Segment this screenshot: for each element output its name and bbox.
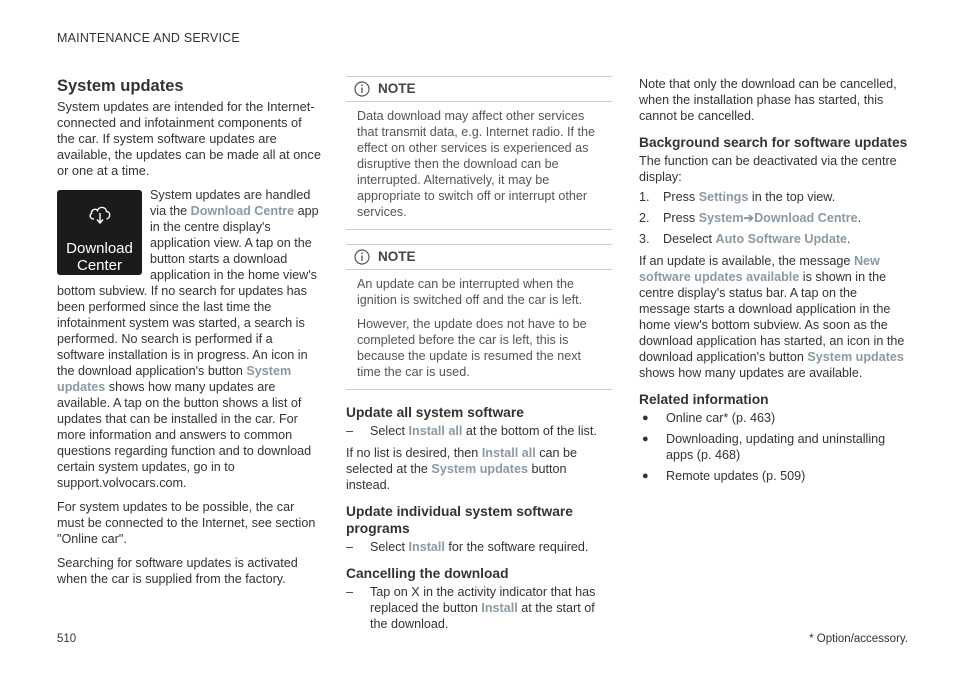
ui-term-system-updates: System updates: [431, 462, 529, 476]
related-link[interactable]: Online car* (p. 463): [666, 411, 776, 425]
step-number: 1.: [639, 190, 650, 204]
step-number: 3.: [639, 232, 650, 246]
text: for the software required.: [444, 540, 589, 554]
text: If no list is desired, then: [346, 446, 482, 460]
info-icon: [354, 249, 370, 265]
intro-paragraph: System updates are intended for the Internet-connected and infotainment components of the car. If system software updates are available, the updates can be made all at once or one at a time.: [57, 99, 321, 178]
text: Press: [663, 211, 699, 225]
tile-label-line2: Center: [76, 257, 123, 274]
note-box-2: [346, 244, 612, 390]
ui-term-settings: Settings: [698, 190, 749, 204]
note-text: Data download may affect other services that transmit data, e.g. Internet radio. If the effect on other services is experienced as disruptive then the download can be interrupted. Alternatively, it may be appropriate to switch off or interrupt other services.: [357, 109, 596, 219]
download-center-tile: [57, 190, 142, 275]
heading-update-all: Update all system software: [346, 405, 524, 420]
footnote: * Option/accessory.: [809, 633, 908, 645]
cloud-download-icon: [87, 202, 113, 228]
text: app in the centre display's application view. A tap on the button starts a download application in the home view's bottom subview. If no search for updates has been performed since the last time the infotainment system was started, a search is performed. No search is performed if a software installation is in progress. An icon in the download application's button: [57, 204, 319, 378]
ui-term-system-updates: System updates: [57, 364, 292, 394]
list-item: [639, 210, 909, 226]
text: Select: [370, 540, 409, 554]
text: Deselect: [663, 232, 716, 246]
note-title: NOTE: [378, 81, 416, 96]
text: shows how many updates are available. A tap on the button shows a list of updates that can be installed in the car. For more information and answers to common questions regarding function and to download certain system updates, go in to support.volvocars.com.: [57, 380, 312, 490]
ui-term-new-updates: New software updates available: [639, 254, 880, 284]
list-item: [639, 231, 909, 247]
dash-item: [346, 539, 612, 555]
text: at the start of the download.: [370, 601, 595, 631]
tile-label-line1: Download: [66, 240, 133, 257]
related-link[interactable]: Remote updates (p. 509): [666, 469, 806, 483]
step-number: 2.: [639, 211, 650, 225]
dash-marker: –: [346, 585, 354, 599]
text: Press: [663, 190, 699, 204]
ui-term-system-updates: System updates: [807, 350, 904, 364]
ui-term-system: System: [698, 211, 744, 225]
text: .: [847, 232, 851, 246]
note-title: NOTE: [378, 249, 416, 264]
ui-term-install-all: Install all: [408, 424, 463, 438]
heading-update-individual: Update individual system software programs: [346, 504, 573, 536]
dash-marker: –: [346, 424, 354, 438]
list-item[interactable]: [639, 431, 909, 463]
dash-item: [346, 584, 612, 632]
bullet-icon: ●: [642, 470, 649, 482]
ui-term-download-centre: Download Centre: [754, 211, 858, 225]
column-1: [57, 76, 323, 595]
note-text: However, the update does not have to be completed before the car is left, this is because the update is resumed the next time the car is used.: [357, 317, 587, 379]
steps-list: [639, 189, 909, 247]
related-list: [639, 410, 909, 484]
note-text: An update can be interrupted when the ignition is switched off and the car is left.: [357, 277, 583, 307]
column-2: [346, 76, 612, 638]
list-item[interactable]: [639, 410, 909, 426]
info-icon: [354, 81, 370, 97]
text: in the top view.: [748, 190, 836, 204]
running-header: MAINTENANCE AND SERVICE: [57, 31, 240, 45]
dash-item: [346, 423, 612, 439]
dash-marker: –: [346, 540, 354, 554]
ui-term-install: Install: [481, 601, 518, 615]
text: shows how many updates are available.: [639, 366, 863, 380]
ui-term-auto-software-update: Auto Software Update: [715, 232, 848, 246]
note-header: [346, 77, 612, 102]
text: .: [857, 211, 862, 225]
ui-term-install-all: Install all: [481, 446, 536, 460]
bullet-icon: ●: [642, 412, 649, 424]
column-3: [639, 76, 909, 489]
list-item[interactable]: [639, 468, 909, 484]
text: is shown in the centre display's status bar. A tap on the message starts a download application in the home view's bottom subview. As soon as the download application has started, an icon in the download application's button: [639, 270, 905, 364]
text: Select: [370, 424, 409, 438]
list-item: [639, 189, 909, 205]
note-box-1: [346, 76, 612, 230]
text: Tap on X in the activity indicator that has replaced the button: [370, 585, 596, 615]
ui-term-install: Install: [408, 540, 445, 554]
note-header: [346, 245, 612, 270]
heading-cancel: Cancelling the download: [346, 566, 509, 581]
text: button instead.: [346, 462, 567, 492]
background-intro: The function can be deactivated via the centre display:: [639, 154, 897, 184]
no-list-paragraph: [346, 445, 612, 493]
text: at the bottom of the list.: [462, 424, 597, 438]
arrow-right-icon: ➔: [743, 211, 755, 225]
ui-term-download-centre: Download Centre: [190, 204, 295, 218]
body-paragraph-2: For system updates to be possible, the car must be connected to the Internet, see section "Online car".: [57, 500, 316, 546]
text: If an update is available, the message: [639, 254, 854, 268]
cancel-note-paragraph: Note that only the download can be cancelled, when the installation phase has started, this cannot be cancelled.: [639, 77, 897, 123]
related-link[interactable]: Downloading, updating and uninstalling apps (p. 468): [666, 432, 886, 462]
text: can be selected at the: [346, 446, 578, 476]
text: System updates are handled via the: [150, 188, 311, 218]
tile-label: [57, 240, 142, 274]
page-number: 510: [57, 633, 77, 645]
heading-background-search: Background search for software updates: [639, 135, 908, 150]
heading-related-information: Related information: [639, 392, 769, 407]
body-paragraph-3: Searching for software updates is activated when the car is supplied from the factory.: [57, 556, 298, 586]
page-title: System updates: [57, 77, 184, 95]
bullet-icon: ●: [642, 433, 649, 445]
available-paragraph: [639, 253, 909, 381]
